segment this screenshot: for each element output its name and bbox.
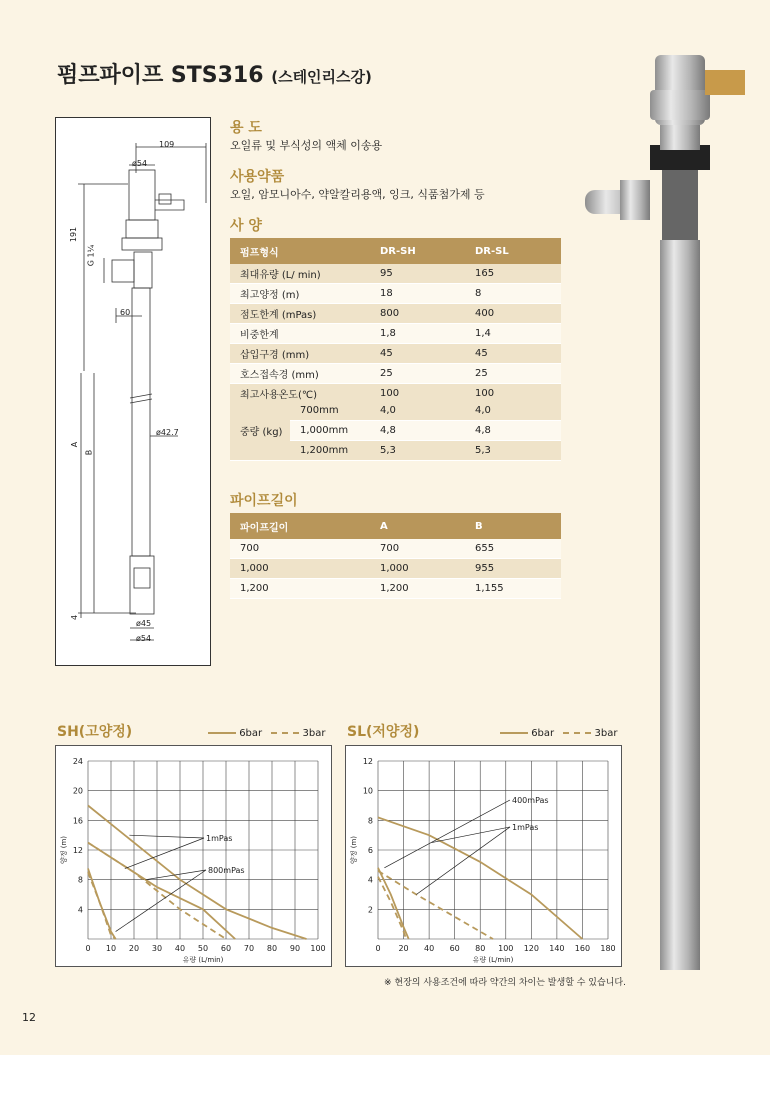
table-row [230, 579, 561, 599]
annotation-leader [432, 827, 510, 843]
table-cell: 최고사용온도(℃) [230, 384, 370, 404]
usage-heading: 용 도 [230, 120, 262, 136]
table-cell: 4,8 [370, 421, 465, 441]
table-cell: 최고양정 (m) [230, 284, 370, 304]
table-cell: 1,200 [230, 579, 370, 599]
table-cell: 25 [465, 364, 561, 384]
x-tick-label: 40 [174, 944, 186, 953]
technical-drawing [55, 117, 211, 666]
table-cell: 18 [370, 284, 465, 304]
y-tick-label: 8 [367, 816, 373, 826]
annotation-leader [384, 800, 510, 868]
table-cell: 25 [370, 364, 465, 384]
table-row [230, 264, 561, 284]
table-header-cell: 파이프길이 [230, 513, 370, 539]
annotation-label: 800mPas [208, 866, 245, 875]
dim-phi45: ø45 [136, 619, 152, 628]
table-cell: 비중한계 [230, 324, 370, 344]
title-sub: (스테인리스강) [271, 68, 372, 86]
dim-phi54-bottom: ø54 [136, 634, 152, 643]
y-axis-label: 양정 (m) [350, 835, 358, 865]
x-tick-label: 0 [375, 944, 381, 953]
x-tick-label: 100 [310, 944, 326, 953]
x-tick-label: 80 [475, 944, 486, 953]
y-tick-label: 12 [72, 846, 83, 855]
specs-header-cell: DR-SH [370, 238, 465, 264]
table-cell: 700mm [290, 401, 370, 421]
x-tick-label: 100 [498, 944, 514, 953]
y-tick-label: 2 [367, 905, 373, 915]
chart-title-sl: SL(저양정) [347, 724, 420, 740]
y-tick-label: 24 [72, 757, 83, 766]
series-line-3bar [378, 877, 406, 939]
legend-solid-line [500, 732, 528, 734]
table-cell: 4,8 [465, 421, 561, 441]
table-cell: 1,200 [370, 579, 465, 599]
table-cell: 700 [370, 539, 465, 559]
table-cell: 5,3 [465, 441, 561, 461]
annotation-leader [146, 870, 207, 880]
dim-109: 109 [159, 140, 175, 149]
x-axis-label: 유량 (L/min) [472, 956, 514, 964]
legend-dashed-line [271, 732, 299, 734]
annotation-leader [125, 838, 204, 869]
pipe-length-heading: 파이프길이 [230, 493, 298, 509]
annotation-leader [129, 835, 204, 838]
chemicals-text: 오일, 암모니아수, 약알칼리용액, 잉크, 식품첨가제 등 [230, 188, 485, 201]
dim-a: A [70, 441, 80, 448]
x-tick-label: 60 [449, 944, 460, 953]
table-cell: 100 [465, 384, 561, 404]
chemicals-heading: 사용약품 [230, 169, 285, 185]
weight-table [230, 401, 561, 461]
legend-solid-line [208, 732, 236, 734]
table-header-cell: A [370, 513, 465, 539]
series-line-6bar [88, 843, 235, 939]
legend-sh [208, 728, 325, 739]
dim-4: 4 [70, 614, 80, 621]
table-row [230, 324, 561, 344]
table-row [230, 284, 561, 304]
table-header-cell: B [465, 513, 561, 539]
table-cell: 1,200mm [290, 441, 370, 461]
x-tick-label: 70 [243, 944, 255, 953]
y-tick-label: 16 [72, 816, 83, 826]
annotation-label: 400mPas [512, 796, 549, 805]
dim-60: 60 [120, 308, 131, 317]
x-tick-label: 160 [574, 944, 591, 953]
x-tick-label: 20 [398, 944, 409, 953]
table-cell: 8 [465, 284, 561, 304]
y-tick-label: 8 [77, 875, 83, 885]
dim-phi427: ø42.7 [156, 428, 179, 437]
table-cell: 삽입구경 (mm) [230, 344, 370, 364]
pipe-length-table [230, 513, 561, 599]
chart-sl-box [345, 745, 622, 967]
y-tick-label: 4 [77, 905, 83, 915]
dim-b: B [84, 449, 94, 456]
x-tick-label: 30 [151, 944, 163, 953]
table-cell: 165 [465, 264, 561, 284]
page-number: 12 [22, 1011, 36, 1024]
y-tick-label: 12 [362, 757, 373, 766]
title-main: 펌프파이프 STS316 [57, 63, 264, 88]
x-tick-label: 20 [128, 944, 140, 953]
table-cell: 800 [370, 304, 465, 324]
table-cell: 45 [465, 344, 561, 364]
pipe-length-header-row [230, 513, 561, 539]
dim-phi54-top: ø54 [132, 159, 148, 168]
footnote: ※ 현장의 사용조건에 따라 약간의 차이는 발생할 수 있습니다. [384, 978, 626, 988]
dim-g114: G 1¼ [86, 244, 96, 267]
table-row [230, 401, 561, 421]
annotation-label: 1mPas [512, 823, 539, 832]
x-tick-label: 180 [600, 944, 616, 953]
legend-solid-label: 6bar [239, 728, 263, 739]
table-cell: 4,0 [370, 401, 465, 421]
x-tick-label: 120 [523, 944, 539, 953]
table-cell: 655 [465, 539, 561, 559]
table-cell: 700 [230, 539, 370, 559]
table-cell: 1,155 [465, 579, 561, 599]
series-line-6bar [378, 868, 409, 939]
annotation-label: 1mPas [206, 834, 233, 843]
table-cell: 100 [370, 384, 465, 404]
table-cell: 최대유량 (L/ min) [230, 264, 370, 284]
y-axis-label: 양정 (m) [60, 835, 68, 865]
x-tick-label: 90 [289, 944, 301, 953]
table-cell: 호스접속경 (mm) [230, 364, 370, 384]
table-cell: 95 [370, 264, 465, 284]
specs-header-cell: 펌프형식 [230, 238, 370, 264]
legend-dashed-label: 3bar [594, 728, 618, 739]
table-cell: 1,8 [370, 324, 465, 344]
legend-dashed-line [563, 732, 591, 734]
x-axis-label: 유량 (L/min) [182, 956, 224, 964]
table-cell: 955 [465, 559, 561, 579]
legend-solid-label: 6bar [531, 728, 555, 739]
table-row [230, 539, 561, 559]
table-row [230, 304, 561, 324]
specs-heading: 사 양 [230, 218, 262, 234]
table-cell: 4,0 [465, 401, 561, 421]
page-title [57, 58, 372, 89]
x-tick-label: 40 [424, 944, 435, 953]
series-line-6bar [88, 806, 307, 940]
usage-text: 오일류 및 부식성의 액체 이송용 [230, 139, 383, 152]
table-row [230, 559, 561, 579]
chart-sl [346, 746, 621, 966]
table-cell: 1,4 [465, 324, 561, 344]
y-tick-label: 20 [72, 786, 83, 796]
table-cell: 1,000mm [290, 421, 370, 441]
legend-dashed-label: 3bar [302, 728, 326, 739]
x-tick-label: 140 [549, 944, 565, 953]
x-tick-label: 50 [197, 944, 209, 953]
y-tick-label: 4 [367, 875, 373, 885]
specs-table [230, 238, 561, 404]
x-tick-label: 80 [266, 944, 278, 953]
specs-header-cell: DR-SL [465, 238, 561, 264]
series-line-6bar [88, 869, 116, 940]
table-cell: 1,000 [230, 559, 370, 579]
annotation-leader [116, 870, 206, 932]
table-cell: 45 [370, 344, 465, 364]
x-tick-label: 10 [105, 944, 117, 953]
chart-sh [56, 746, 331, 966]
table-row [230, 344, 561, 364]
y-tick-label: 6 [367, 846, 373, 855]
chart-sh-box [55, 745, 332, 967]
table-cell: 5,3 [370, 441, 465, 461]
dim-191: 191 [69, 226, 79, 243]
x-tick-label: 0 [85, 944, 91, 953]
y-tick-label: 10 [362, 786, 373, 796]
chart-title-sh: SH(고양정) [57, 724, 133, 740]
table-cell: 점도한계 (mPas) [230, 304, 370, 324]
table-cell: 400 [465, 304, 561, 324]
specs-header-row [230, 238, 561, 264]
weight-label: 중량 (kg) [230, 401, 290, 461]
legend-sl [500, 728, 617, 739]
table-row [230, 364, 561, 384]
x-tick-label: 60 [220, 944, 232, 953]
table-cell: 1,000 [370, 559, 465, 579]
pump-pipe-drawing [56, 118, 210, 665]
annotation-leader [416, 827, 510, 895]
